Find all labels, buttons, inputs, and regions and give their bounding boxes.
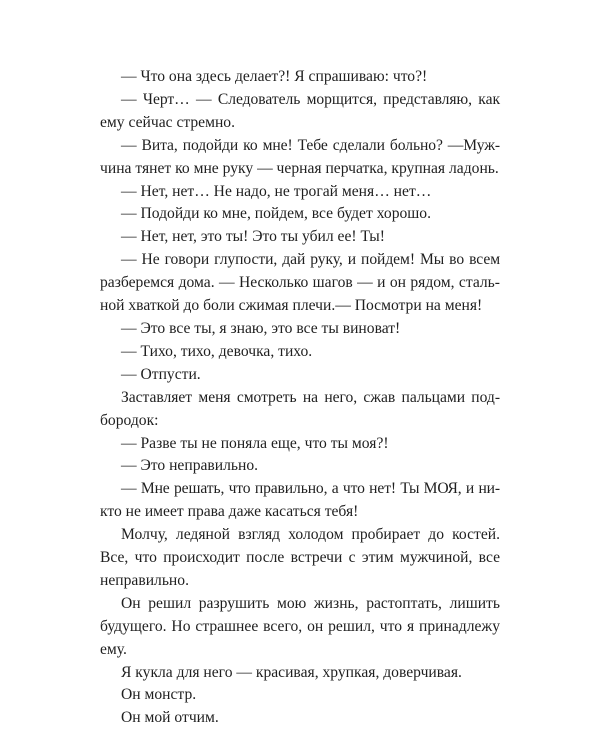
paragraph: [100, 364, 500, 387]
text-line: — Нет, нет… Не надо, не трогай меня… нет…: [121, 182, 432, 200]
text-line: Молчу, ледяной взгляд холодом пробирает до костей.: [121, 526, 500, 544]
text-line: — Нет, нет, это ты! Это ты убил ее! Ты!: [121, 228, 385, 246]
paragraph: [100, 433, 500, 456]
paragraph: [100, 226, 500, 249]
text-line: Все, что происходит после встречи с этим мужчиной, все: [100, 549, 500, 567]
text-line: — Отпусти.: [121, 365, 201, 383]
text-line: — Подойди ко мне, пойдем, все будет хорошо.: [121, 205, 431, 223]
paragraph: [100, 662, 500, 685]
text-line: — Разве ты не поняла еще, что ты моя?!: [121, 434, 389, 452]
text-line: будущего. Но страшнее всего, он решил, что я принадлежу: [100, 617, 500, 635]
paragraph: [100, 707, 500, 730]
text-line: Я кукла для него — красивая, хрупкая, доверчивая.: [121, 663, 462, 681]
text-line: Он монстр.: [121, 686, 197, 704]
text-line: ему.: [100, 640, 127, 658]
text-line: — Черт… — Следователь морщится, представляю, как: [121, 90, 500, 108]
paragraph: [100, 203, 500, 226]
paragraph: [100, 684, 500, 707]
paragraph: [100, 135, 500, 181]
text-line: кто не имеет права даже касаться тебя!: [100, 503, 359, 521]
paragraph: [100, 478, 500, 524]
text-line: — Это неправильно.: [121, 457, 259, 475]
text-line: неправильно.: [100, 571, 189, 589]
paragraph: [100, 593, 500, 662]
text-line: Он решил разрушить мою жизнь, растоптать, лишить: [121, 594, 500, 612]
text-line: — Это все ты, я знаю, это все ты виноват!: [121, 319, 401, 337]
paragraph: [100, 66, 500, 89]
paragraph: [100, 387, 500, 433]
paragraph: [100, 249, 500, 318]
body-text: [100, 66, 500, 730]
paragraph: [100, 455, 500, 478]
text-line: ной хваткой до боли сжимая плечи.— Посмотри на меня!: [100, 297, 483, 315]
text-line: — Мне решать, что правильно, а что нет! Ты МОЯ, и ни-: [121, 480, 500, 498]
paragraph: [100, 181, 500, 204]
paragraph: [100, 318, 500, 341]
paragraph: [100, 341, 500, 364]
text-line: чина тянет ко мне руку — черная перчатка, крупная ладонь.: [100, 159, 499, 177]
paragraph: [100, 89, 500, 135]
text-line: Заставляет меня смотреть на него, сжав пальцами под-: [121, 388, 500, 406]
text-line: ему сейчас стремно.: [100, 113, 235, 131]
text-line: — Вита, подойди ко мне! Тебе сделали больно? —Муж-: [121, 136, 500, 154]
text-line: — Что она здесь делает?! Я спрашиваю: что?!: [121, 68, 428, 85]
text-line: Он мой отчим.: [121, 709, 219, 727]
paragraph: [100, 524, 500, 593]
text-line: — Тихо, тихо, девочка, тихо.: [121, 342, 313, 360]
text-line: бородок:: [100, 411, 159, 429]
text-line: разберемся дома. — Несколько шагов — и он рядом, сталь-: [100, 274, 500, 292]
text-line: — Не говори глупости, дай руку, и пойдем! Мы во всем: [121, 251, 500, 269]
